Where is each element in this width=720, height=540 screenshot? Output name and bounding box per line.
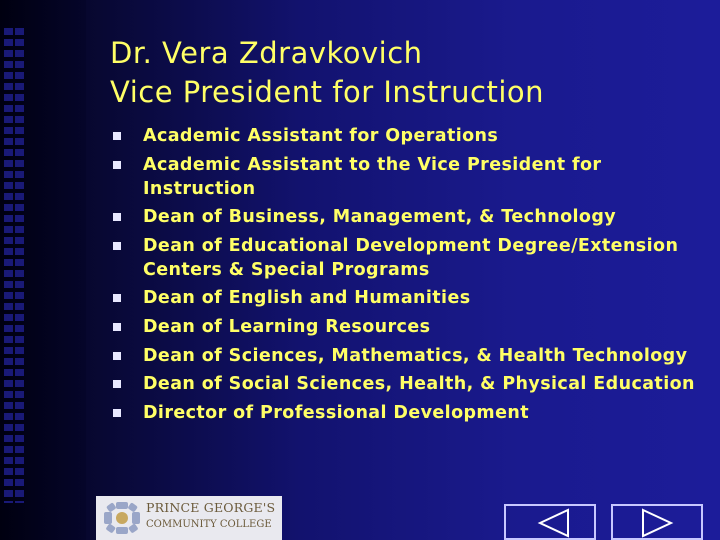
- square-bullet-icon: [113, 161, 121, 169]
- college-emblem-icon: [102, 500, 142, 536]
- triangle-left-icon: [506, 506, 594, 538]
- decorative-checker-column: [4, 28, 13, 503]
- bullet-item: [112, 344, 702, 368]
- bullet-text: Academic Assistant to the Vice President for Instruction: [143, 154, 602, 199]
- bullet-item: [112, 315, 702, 339]
- bullet-item: [112, 372, 702, 396]
- triangle-right-icon: [613, 506, 701, 538]
- square-bullet-icon: [113, 323, 121, 331]
- bullet-item: [112, 205, 702, 229]
- next-slide-button[interactable]: [611, 504, 703, 540]
- title-position: Vice President for Instruction: [110, 75, 545, 109]
- bullet-text: Dean of Business, Management, & Technology: [143, 207, 617, 228]
- title-name: Dr. Vera Zdravkovich: [110, 36, 423, 70]
- slide-title: [110, 34, 544, 112]
- square-bullet-icon: [113, 132, 121, 140]
- square-bullet-icon: [113, 294, 121, 302]
- square-bullet-icon: [113, 380, 121, 388]
- decorative-checker-column: [15, 28, 24, 503]
- square-bullet-icon: [113, 409, 121, 417]
- bullet-text: Dean of Sciences, Mathematics, & Health Technology: [143, 345, 688, 366]
- logo-line2: COMMUNITY COLLEGE: [146, 519, 272, 530]
- bullet-item: [112, 153, 702, 201]
- logo-line1: PRINCE GEORGE'S: [146, 500, 276, 515]
- bullet-item: [112, 401, 702, 425]
- decorative-side-strip: [0, 0, 86, 540]
- bullet-text: Dean of Educational Development Degree/Extension Centers & Special Programs: [143, 235, 679, 280]
- bullet-text: Dean of Learning Resources: [143, 316, 431, 337]
- bullet-item: [112, 234, 702, 282]
- bullet-text: Dean of English and Humanities: [143, 288, 471, 309]
- bullet-text: Director of Professional Development: [143, 402, 529, 423]
- bullet-text: Academic Assistant for Operations: [143, 126, 499, 146]
- bullet-item: [112, 124, 702, 148]
- square-bullet-icon: [113, 242, 121, 250]
- bullet-list: [112, 124, 702, 429]
- bullet-text: Dean of Social Sciences, Health, & Physical Education: [143, 374, 695, 395]
- square-bullet-icon: [113, 213, 121, 221]
- bullet-item: [112, 286, 702, 310]
- college-logo: [96, 496, 282, 540]
- square-bullet-icon: [113, 352, 121, 360]
- previous-slide-button[interactable]: [504, 504, 596, 540]
